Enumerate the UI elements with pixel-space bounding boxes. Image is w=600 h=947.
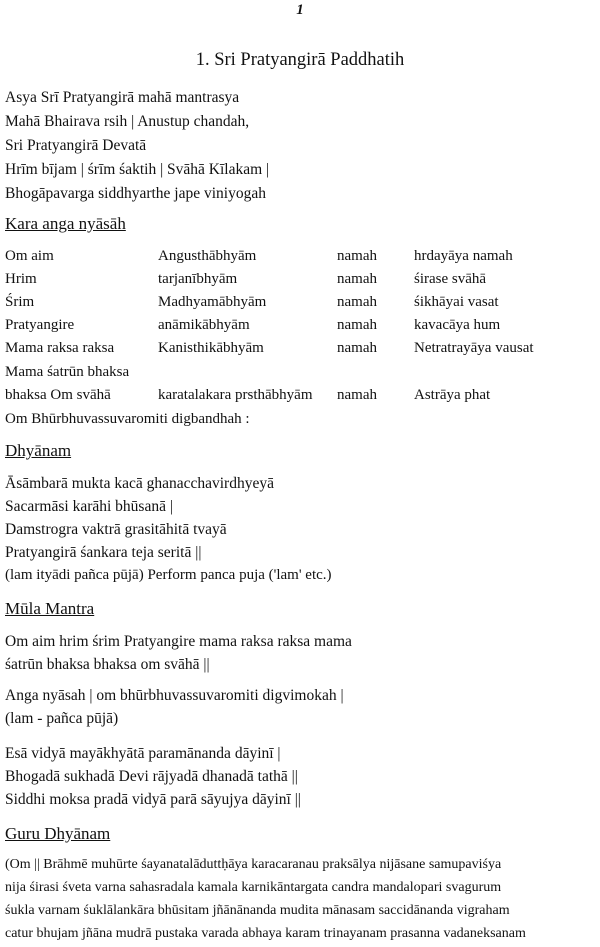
dhyanam-heading: Dhyānam	[5, 441, 72, 460]
table-cell: bhaksa Om svāhā	[5, 387, 111, 403]
mantra-line: Anga nyāsah | om bhūrbhuvassuvaromiti digvimokah |	[5, 687, 344, 704]
mula-mantra-heading: Mūla Mantra	[5, 599, 95, 618]
table-cell: Hrim	[5, 271, 37, 287]
table-cell: Netratrayāya vausat	[414, 340, 534, 356]
mantra-line: Om aim hrim śrim Pratyangire mama raksa raksa mama	[5, 633, 352, 650]
table-row	[0, 248, 600, 270]
table-cell: Mama raksa raksa	[5, 340, 115, 356]
table-cell: namah	[337, 248, 377, 264]
verse-line: Sacarmāsi karāhi bhūsanā |	[5, 498, 173, 515]
table-cell: kavacāya hum	[414, 317, 501, 333]
table-cell: tarjanībhyām	[158, 271, 238, 287]
mantra-line: śatrūn bhaksa bhaksa om svāhā ||	[5, 656, 210, 673]
guru-dhyanam-heading: Guru Dhyānam	[5, 824, 111, 843]
table-cell: karatalakara prsthābhyām	[158, 387, 313, 403]
page-number: 1	[296, 2, 304, 18]
kara-anga-nyasah-heading: Kara anga nyāsāh	[5, 214, 126, 233]
table-cell: Madhyamābhyām	[158, 294, 267, 310]
table-cell: namah	[337, 271, 377, 287]
table-row	[0, 294, 600, 316]
intro-line: Sri Pratyangirā Devatā	[5, 137, 147, 154]
verse-line: (lam ityādi pañca pūjā) Perform panca puja ('lam' etc.)	[5, 567, 332, 583]
intro-line: Bhogāpavarga siddhyarthe jape viniyogah	[5, 185, 266, 202]
intro-line: Mahā Bhairava rsih | Anustup chandah,	[5, 113, 250, 130]
table-row	[0, 271, 600, 293]
table-cell: Angusthābhyām	[158, 248, 257, 264]
paragraph-line: catur bhujam jñāna mudrā pustaka varada abhaya karam trinayanam prasanna vadaneksanam	[5, 926, 526, 941]
verse-line: Damstrogra vaktrā grasitāhitā tvayā	[5, 521, 227, 538]
table-cell: Om aim	[5, 248, 54, 264]
verse-line: Pratyangirā śankara teja seritā ||	[5, 544, 202, 561]
digbandha-line: Om Bhūrbhuvassuvaromiti digbandhah :	[5, 411, 250, 427]
table-cell: śikhāyai vasat	[414, 294, 499, 310]
paragraph-line: śukla varnam śuklālankāra bhūsitam jñānānanda mudita mānasam saccidānanda vigraham	[5, 903, 510, 918]
table-cell: namah	[337, 294, 377, 310]
intro-line: Hrīm bījam | śrīm śaktih | Svāhā Kīlakam |	[5, 161, 270, 178]
table-cell: śirase svāhā	[414, 271, 487, 287]
paragraph-line: nija śirasi śveta varna sahasradala kamala karnikāntargata candra mandalopari svagurum	[5, 880, 502, 895]
mantra-line: Siddhi moksa pradā vidyā parā sāyujya dāyinī ||	[5, 791, 301, 808]
table-row	[0, 387, 600, 409]
table-row	[0, 340, 600, 362]
verse-line: Āsāmbarā mukta kacā ghanacchavirdhyeyā	[5, 475, 274, 492]
table-cell: hrdayāya namah	[414, 248, 513, 264]
table-row	[0, 317, 600, 339]
table-cell: anāmikābhyām	[158, 317, 250, 333]
mantra-line: (lam - pañca pūjā)	[5, 710, 119, 727]
intro-line: Asya Srī Pratyangirā mahā mantrasya	[5, 89, 240, 106]
mantra-line: Bhogadā sukhadā Devi rājyadā dhanadā tathā ||	[5, 768, 298, 785]
mantra-line: Esā vidyā mayākhyātā paramānanda dāyinī |	[5, 745, 281, 762]
paragraph-line: (Om || Brāhmē muhūrte śayanatalāduttḥāya karacaranau praksālya nijāsane samupaviśya	[5, 857, 502, 872]
table-cell: Kanisthikābhyām	[158, 340, 264, 356]
page-title: 1. Sri Pratyangirā Paddhatih	[195, 50, 405, 70]
table-row	[0, 364, 600, 386]
table-cell: namah	[337, 340, 377, 356]
table-cell: namah	[337, 387, 377, 403]
table-cell: Śrim	[5, 294, 35, 310]
table-cell: namah	[337, 317, 377, 333]
table-cell: Astrāya phat	[414, 387, 491, 403]
table-cell: Pratyangire	[5, 317, 75, 333]
table-cell: Mama śatrūn bhaksa	[5, 364, 130, 380]
